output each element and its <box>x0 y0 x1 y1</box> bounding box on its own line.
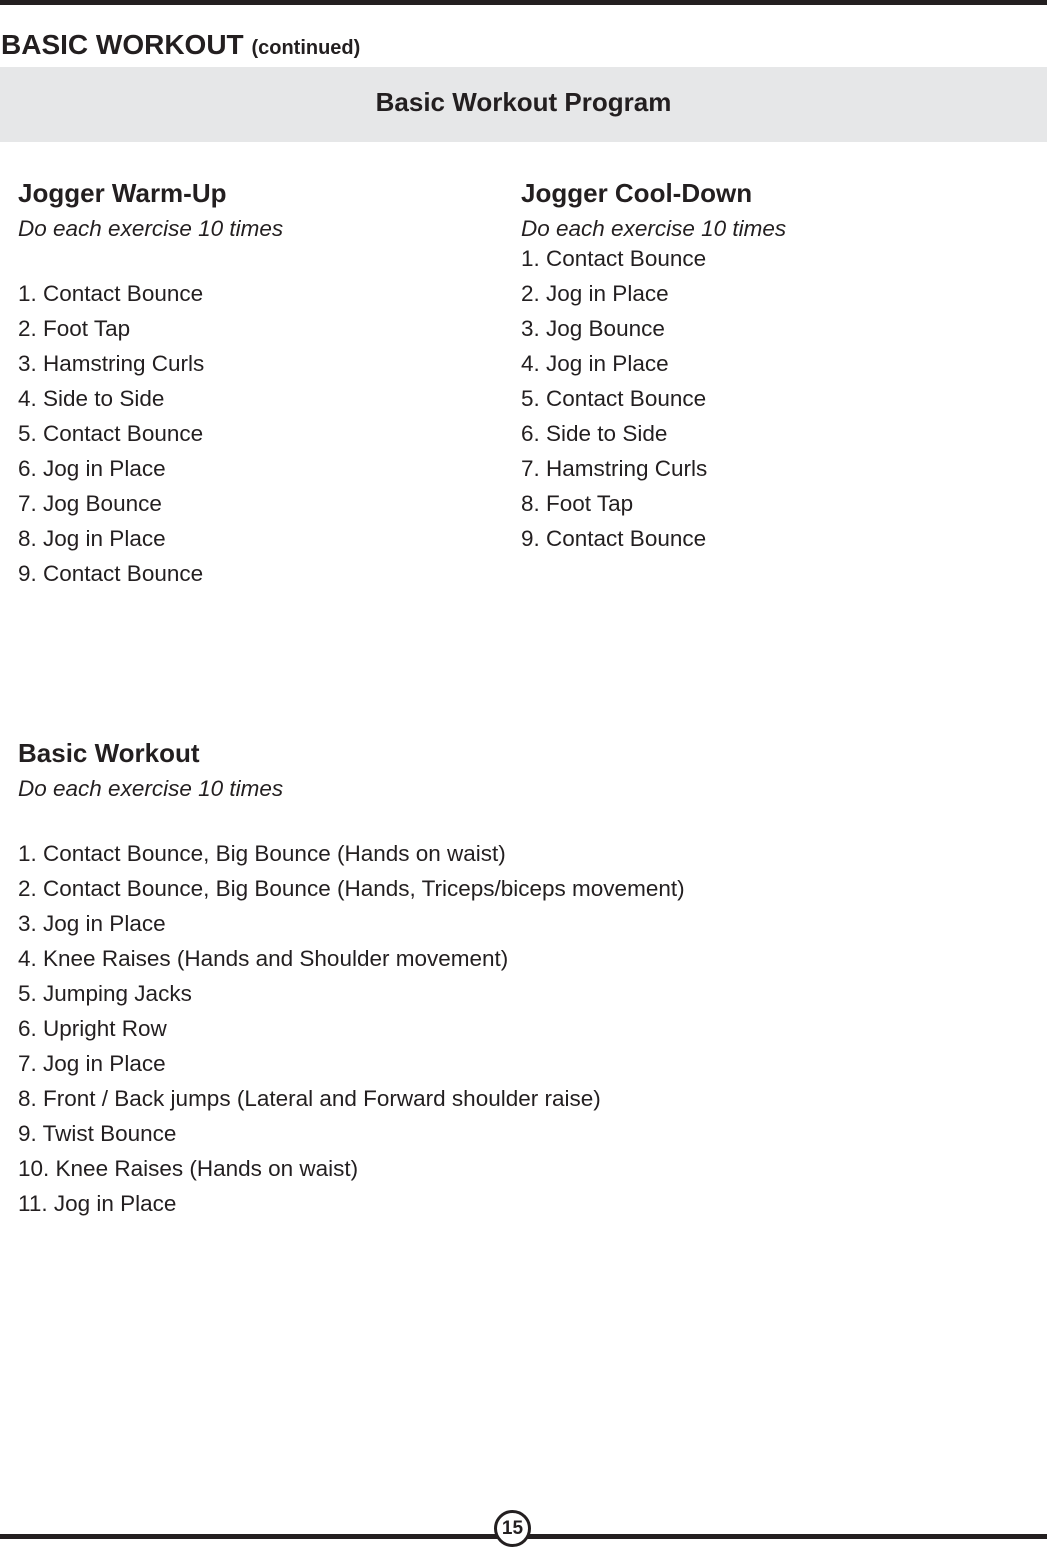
list-item: 2. Jog in Place <box>521 281 669 306</box>
cool-down-section <box>521 177 786 559</box>
warm-up-list <box>18 279 283 594</box>
list-item: 4. Jog in Place <box>521 351 669 376</box>
list-item: 7. Jog in Place <box>18 1051 166 1076</box>
page-number: 15 <box>494 1510 531 1547</box>
list-item: 8. Foot Tap <box>521 491 634 516</box>
basic-workout-section <box>18 737 685 1224</box>
list-item: 5. Jumping Jacks <box>18 981 192 1006</box>
warm-up-note: Do each exercise 10 times <box>18 216 284 241</box>
list-item: 2. Foot Tap <box>18 316 131 341</box>
list-item: 9. Twist Bounce <box>18 1121 177 1146</box>
list-item: 8. Front / Back jumps (Lateral and Forward shoulder raise) <box>18 1086 601 1111</box>
list-item: 7. Jog Bounce <box>18 491 162 516</box>
cool-down-note: Do each exercise 10 times <box>521 216 787 241</box>
list-item: 3. Hamstring Curls <box>18 351 205 376</box>
top-rule <box>0 0 1047 5</box>
basic-workout-title: Basic Workout <box>18 738 200 768</box>
list-item: 9. Contact Bounce <box>521 526 707 551</box>
list-item: 3. Jog in Place <box>18 911 166 936</box>
page-heading-text: BASIC WORKOUT <box>1 29 244 60</box>
basic-workout-note: Do each exercise 10 times <box>18 776 284 801</box>
list-item: 8. Jog in Place <box>18 526 166 551</box>
list-item: 6. Side to Side <box>521 421 668 446</box>
warm-up-title: Jogger Warm-Up <box>18 178 227 208</box>
list-item: 9. Contact Bounce <box>18 561 204 586</box>
list-item: 4. Side to Side <box>18 386 165 411</box>
page-heading-suffix: (continued) <box>251 37 361 59</box>
list-item: 4. Knee Raises (Hands and Shoulder movement) <box>18 946 509 971</box>
page-heading <box>1 29 360 61</box>
list-item: 3. Jog Bounce <box>521 316 665 341</box>
list-item: 10. Knee Raises (Hands on waist) <box>18 1156 359 1181</box>
list-item: 11. Jog in Place <box>18 1191 177 1216</box>
list-item: 6. Upright Row <box>18 1016 167 1041</box>
list-item: 7. Hamstring Curls <box>521 456 708 481</box>
cool-down-title: Jogger Cool-Down <box>521 178 753 208</box>
warm-up-section <box>18 177 283 594</box>
list-item: 1. Contact Bounce <box>18 281 204 306</box>
list-item: 5. Contact Bounce <box>18 421 204 446</box>
list-item: 6. Jog in Place <box>18 456 166 481</box>
banner-title: Basic Workout Program <box>375 87 672 117</box>
list-item: 2. Contact Bounce, Big Bounce (Hands, Triceps/biceps movement) <box>18 876 685 901</box>
list-item: 5. Contact Bounce <box>521 386 707 411</box>
list-item: 1. Contact Bounce, Big Bounce (Hands on waist) <box>18 841 506 866</box>
cool-down-list <box>521 244 786 559</box>
list-item: 1. Contact Bounce <box>521 246 707 271</box>
basic-workout-list <box>18 839 685 1224</box>
